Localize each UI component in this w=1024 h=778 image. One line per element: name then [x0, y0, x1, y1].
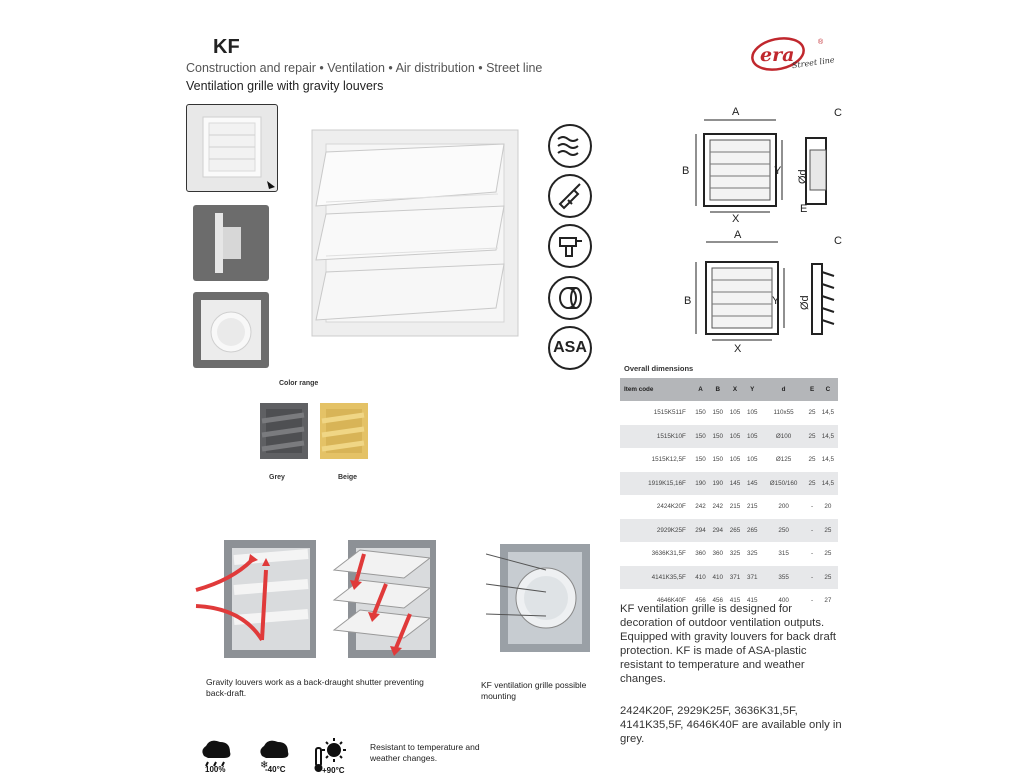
product-description: KF ventilation grille is designed for decoration of outdoor ventilation outputs. Equipped with gravity louvers for back draft protection. KF is made of ASA-plastic resistant to temperature and weather changes. [620, 603, 837, 685]
category-breadcrumb: Construction and repair • Ventilation • Air distribution • Street line [186, 61, 543, 75]
table-cell: 14,5 [821, 456, 835, 464]
table-cell: 105 [744, 425, 761, 449]
table-cell: 1515K10F [620, 425, 692, 449]
table-cell: 1515K12,5F [651, 456, 686, 464]
table-header: X [726, 378, 743, 401]
table-cell: 25 [824, 550, 832, 558]
table-cell: 25 [818, 519, 838, 543]
table-cell: 190 [692, 472, 709, 496]
table-cell: 145 [744, 472, 761, 496]
table-cell: 14,5 [821, 409, 835, 417]
table-cell: - [810, 550, 814, 558]
max-temperature-label: +90°C [322, 766, 345, 775]
table-cell: 315 [778, 550, 789, 558]
table-cell: - [810, 503, 814, 511]
table-cell: 105 [747, 409, 758, 417]
table-cell: 2424K20F [656, 503, 686, 511]
table-cell: 150 [712, 409, 724, 417]
color-swatch-grey [258, 401, 310, 461]
thumbnail-side-view[interactable] [193, 205, 269, 281]
louver-illustration [330, 530, 440, 670]
table-cell: 4141K35,5F [620, 566, 692, 590]
sealant-gun-icon [548, 174, 592, 218]
table-cell: Ø125 [775, 456, 792, 464]
svg-text:Ød: Ød [799, 295, 811, 310]
svg-text:X: X [734, 343, 742, 355]
table-header: Y [744, 378, 761, 401]
weather-resistance-caption: Resistant to temperature and weather changes. [370, 742, 480, 763]
svg-text:Y: Y [774, 165, 782, 177]
logo-brand: era [760, 44, 795, 66]
table-row [620, 519, 838, 543]
table-cell: 325 [747, 550, 758, 558]
table-cell: 1515K511F [653, 409, 686, 417]
table-header: A [692, 378, 709, 401]
table-cell: 25 [808, 409, 816, 417]
airflow-illustration [192, 530, 322, 670]
availability-note: 2424K20F, 2929K25F, 3636K31,5F, 4141K35,5F, 4646K40F are available only in grey. [620, 705, 842, 745]
table-cell: 20 [824, 503, 832, 511]
gravity-louvers-caption: Gravity louvers work as a back-draught shutter preventing back-draft. [206, 677, 424, 698]
table-cell: 14,5 [818, 472, 838, 496]
table-cell: 150 [712, 456, 724, 464]
color-label-grey: Grey [269, 474, 285, 481]
table-cell: - [806, 566, 818, 590]
table-header: C [818, 378, 838, 401]
table-cell: 105 [726, 425, 743, 449]
table-cell: 3636K31,5F [651, 550, 686, 558]
table-cell: 325 [729, 550, 741, 558]
table-cell: 27 [824, 597, 832, 605]
table-header: d [761, 378, 806, 401]
table-cell: 14,5 [818, 425, 838, 449]
svg-text:E: E [800, 203, 808, 215]
table-cell: 25 [806, 425, 818, 449]
table-cell: 410 [692, 566, 709, 590]
svg-text:❄: ❄ [260, 760, 269, 771]
product-name: Ventilation grille with gravity louvers [186, 79, 384, 93]
table-cell: 415 [729, 597, 741, 605]
table-row [620, 566, 838, 590]
table-cell: 145 [726, 472, 743, 496]
drill-icon [548, 224, 592, 268]
table-cell: 400 [778, 597, 789, 605]
svg-text:X: X [732, 213, 740, 225]
color-swatch-beige [318, 401, 370, 461]
table-cell: 294 [709, 519, 726, 543]
table-cell: 215 [729, 503, 741, 511]
table-row [620, 542, 838, 566]
svg-text:Ød: Ød [797, 169, 809, 184]
table-cell: 150 [692, 425, 709, 449]
table-header: B [709, 378, 726, 401]
table-cell: 456 [695, 597, 706, 605]
table-cell: 265 [744, 519, 761, 543]
min-temperature-label: -40°C [265, 765, 286, 774]
table-cell: 456 [712, 597, 724, 605]
table-cell: 150 [695, 456, 706, 464]
thumbnail-front-view[interactable] [186, 104, 278, 192]
table-cell: 360 [695, 550, 706, 558]
thumbnail-back-view[interactable] [193, 292, 269, 368]
svg-text:C: C [834, 107, 842, 119]
table-cell: 190 [709, 472, 726, 496]
table-cell: 1919K15,16F [620, 472, 692, 496]
svg-text:B: B [684, 295, 692, 307]
table-cell: 294 [692, 519, 709, 543]
mounting-illustration [486, 540, 598, 660]
table-cell: 25 [806, 472, 818, 496]
table-cell: 360 [712, 550, 724, 558]
page-title: KF [213, 36, 240, 58]
technical-drawing-bottom [670, 228, 850, 356]
duct-icon [548, 276, 592, 320]
era-logo [748, 34, 848, 74]
table-cell: 105 [747, 456, 758, 464]
table-row [620, 401, 838, 425]
table-cell: 200 [778, 503, 789, 511]
table-cell: Ø100 [761, 425, 806, 449]
table-row [620, 425, 838, 449]
table-cell: 105 [729, 409, 741, 417]
table-cell: 355 [761, 566, 806, 590]
logo-registered: ® [818, 39, 824, 46]
table-cell: 265 [726, 519, 743, 543]
table-cell: - [806, 519, 818, 543]
table-cell: 410 [709, 566, 726, 590]
table-cell: 242 [695, 503, 706, 511]
asa-icon: ASA [548, 326, 592, 370]
svg-text:C: C [834, 235, 842, 247]
mounting-caption: KF ventilation grille possible mounting [481, 680, 587, 701]
svg-text:Y: Y [772, 295, 780, 307]
table-cell: 371 [726, 566, 743, 590]
humidity-label: 100% [205, 765, 226, 774]
table-cell: 150 [709, 425, 726, 449]
table-cell: 371 [744, 566, 761, 590]
table-cell: 4646K40F [656, 597, 686, 605]
table-row [620, 448, 838, 472]
svg-text:B: B [682, 165, 690, 177]
table-cell: 110x55 [773, 409, 794, 417]
table-cell: - [810, 597, 814, 605]
table-header-row [620, 378, 838, 401]
table-title: Overall dimensions [624, 364, 694, 373]
main-product-image [308, 122, 528, 342]
svg-text:A: A [732, 106, 740, 118]
table-cell: 242 [712, 503, 724, 511]
table-cell: Ø150/160 [761, 472, 806, 496]
table-cell: 215 [747, 503, 758, 511]
table-row [620, 472, 838, 496]
table-row [620, 495, 838, 519]
technical-drawing-top [670, 100, 850, 225]
table-cell: 25 [818, 566, 838, 590]
table-cell: 250 [761, 519, 806, 543]
table-cell: 2929K25F [620, 519, 692, 543]
logo-sub: Street line [791, 55, 836, 71]
airflow-icon [548, 124, 592, 168]
table-cell: 25 [808, 456, 816, 464]
table-cell: 415 [747, 597, 758, 605]
dimensions-table [620, 378, 838, 613]
table-cell: 105 [729, 456, 741, 464]
color-range-title: Color range [279, 380, 319, 387]
table-header: E [806, 378, 818, 401]
svg-text:A: A [734, 229, 742, 241]
table-header: Item code [620, 378, 692, 401]
color-label-beige: Beige [338, 474, 358, 481]
table-cell: 150 [695, 409, 706, 417]
